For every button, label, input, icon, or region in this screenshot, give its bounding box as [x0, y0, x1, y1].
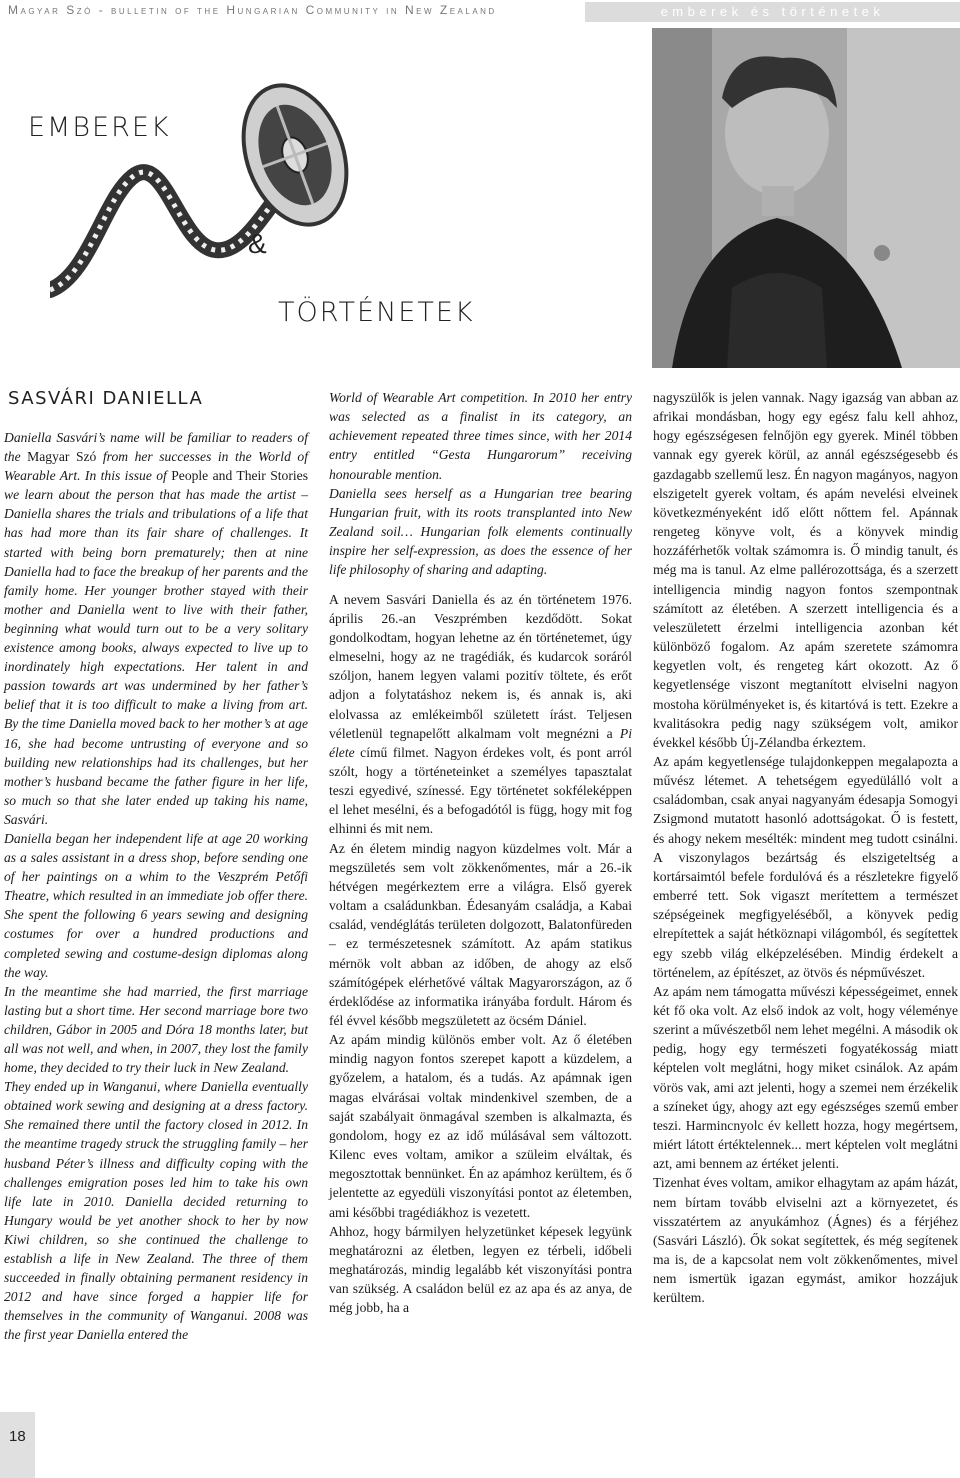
paragraph: Daniella sees herself as a Hungarian tree bearing Hungarian fruit, with its roots transplanted into New Zealand soil… Hungarian folk elements continually inspire her self-expression, as does the essence of her life philosophy of sharing and adapting. [329, 485, 632, 578]
paragraph [4, 428, 308, 829]
paragraph: They ended up in Wanganui, where Daniella eventually obtained work sewing and designing at a dress factory. She remained there until the factory closed in 2012. In the meantime tragedy struck the struggling family – her husband Péter’s illness and difficulty coping with the challenges emigration poses led him to take his own life late in 2010. Daniella decided returning to Hungary would be yet another shock to her by now Kiwi children, so she continued the challenge to establish a life in New Zealand. The three of them succeeded in finally obtaining permanent residency in 2012 and have since forged a happier life for themselves in the community of Wanganui. 2008 was the first year Daniella entered the [4, 1079, 308, 1343]
text-span: című filmet. Nagyon érdekes volt, és pont arról szólt, hogy a történeteinket a személyes tapasztalat teszi egyedivé, színessé. Egy történetet sokféleképpen el lehet mesélni, és a befogadótól is függ, hogy mit fog elhinni és mit nem. [329, 744, 632, 837]
paragraph: Ahhoz, hogy bármilyen helyzetünket képesek legyünk meghatározni az életben, legyen ez térbeli, időbeli meghatározás, mindig legalább két viszonyítási pontra van szükség. A családon belül ez az apa és az anya, de még jobb, ha a [329, 1223, 632, 1316]
film-title: Pi élete [329, 725, 632, 760]
paragraph: Az apám nem támogatta művészi képességeimet, ennek két fő oka volt. Az első indok az volt, hogy véleménye szerint a művészetből nem lehet megélni. A második ok pedig, hogy egy természeti fogyatékosság miatt képtelen volt meglátni, hogy miket csinálok. Az apám vörös vak, ami azt jelenti, hogy a szemei nem érzékelik a színeket úgy, ahogy azt egy egészséges szemű ember teszi. Harmincnyolc év kellett hozza, hogy megértsem, miért látott értéktelennek... mert képtelen volt meglátni azt, ami bennem az értéket jelenti. [653, 983, 958, 1172]
title-ampersand: & [248, 228, 269, 259]
paragraph: World of Wearable Art competition. In 2010 her entry was selected as a finalist in its category, an achievement repeated three times since, with her 2014 entry entitled “Gesta Hungarorum” receiving honourable mention. [329, 390, 632, 482]
paragraph: Az én életem mindig nagyon küzdelmes volt. Már a megszületés sem volt zökkenőmentes, már a 26.-ik hétvégen megérkeztem erre a világra. Első gyerek voltam a családunkban. Édesanyám családja, a Kabai család, vendéglátás területen dolgozott, Balatonfüreden – ez természetesnek számított. Az apám statikus mérnök volt abban az időben, de ahogy az első számítógépek elérhetővé váltak Magyarországon, az ő érdeklődése az informatika irányába fordult. Három és fél évvel később megszületett az öcsém Dániel. [329, 840, 632, 1028]
portrait-photo [652, 28, 960, 368]
paragraph: Daniella began her independent life at age 20 working as a sales assistant in a dress shop, before sending one of her paintings on a whim to the Veszprém Petőfi Theatre, which resulted in an immediate job offer there. She spent the following 6 years sewing and designing costumes for over a hundred productions and completed sewing and costume-design diplomas along the way. [4, 830, 308, 980]
article-subtitle: SASVÁRI DANIELLA [8, 388, 204, 409]
paragraph: Tizenhat éves voltam, amikor elhagytam az apám házát, nem bírtam tovább elviselni azt a környezetet, és visszatértem az anyukámhoz (Ágnes) és a férjéhez (Sasvári László). Ők sokat segítettek, és még segítenek ma is, de a kapcsolat nem volt zökkenőmentes, mivel nem ismertük igazan egymást, amikor hozzájuk kerültem. [653, 1175, 958, 1306]
text-span: Daniella Sasvári’s name will be familiar to readers of the [4, 430, 308, 465]
text-span: we learn about the person that has made the artist – Daniella shares the trials and tribulations of a life that has had more than its fair share of challenges. It started with being born prematurely; then at nine Daniella had to face the breakup of her parents and the family home. Her younger brother stayed with their mother and Daniella went to live with their father, beginning what would turn out to be a very solitary existence among books, always expected to live up to inordinately high expectations. Her talent in and passion towards art was undermined by her father’s belief that it is too difficult to make a living from art. By the time Daniella moved back to her mother’s at age 16, she had become untrusting of everyone and so building new relationships had its challenges, but her mother’s husband became the father figure in her life, so much so that she later ended up taking his name, Sasvári. [4, 487, 308, 827]
paragraph: In the meantime she had married, the first marriage lasting but a short time. Her second marriage bore two children, Gábor in 2005 and Dóra 18 months later, but all was not well, and when, in 2007, they lost the family home, they decided to try their luck in New Zealand. [4, 983, 308, 1076]
text-span: A nevem Sasvári Daniella és az én történetem 1976. április 26.-an Veszprémben kezdődött. Sokat gondolkodtam, hogyan lehetne az én történetemet, úgy elmeselni, hogy az ne tragédiák, és kudarcok soráról szóljon, hanem legyen valami pozitív töltete, és erőt adjon a folytatáshoz nekem is, és annak is, aki elolvassa az emlékeimből született írást. Teljesen véletlenül tegnapelőtt alkalmam volt megnézni a [329, 591, 632, 741]
column-1 [4, 428, 308, 1345]
paragraph [329, 590, 632, 839]
column-2 [329, 388, 632, 1318]
text-span: from her successes in the World of Wearable Art. In this issue of [4, 449, 308, 484]
series-name: People and Their Stories [171, 468, 308, 484]
title-emberek: EMBEREK [28, 112, 171, 143]
column-3 [653, 388, 958, 1308]
paragraph: Az apám mindig különös ember volt. Az ő életében mindig nagyon fontos szerepet kapott a küzdelem, a győzelem, a hatalom, és a tudás. Az apámnak igen magas elvárásai voltak mindenkivel szemben, de a saját szabályait önmagával szemben is alkalmazta, és gondolom, hogy ez az idő múlásával sem változott. Kilenc eves voltam, amikor a szüleim elváltak, és megosztottak bennünket. Én az apámhoz kerültem, és ő jelentette az egyedüli viszonyítási pontot az életemben, ami későbbi tragédiákhoz is vezetett. [329, 1032, 632, 1220]
bulletin-header: Magyar Szó - bulletin of the Hungarian Community in New Zealand [8, 3, 497, 17]
paragraph: nagyszülők is jelen vannak. Nagy igazság van abban az afrikai mondásban, hogy egy egész falu kell ahhoz, hogy egészségesen felnőjön egy gyerek. Minél többen vannak egy gyerek körül, az annál egészségesebb és gazdagabb szellemű lesz. Én nagyon magányos, nagyon elszigetelt gyerek voltam, és apám nevelési elveinek következményeként idő előtt nőttem fel. Apánnak rengeteg könyve volt, és a könyvek mindig hozzáférhetők voltak számomra is. Ő mindig tanult, és még ma is tanul. Az elme pallérozottsága, és a szerzett intelligencia mindig nagyon fontos szempontnak számított az életében. A szerzett intelligencia és a veleszületett érzelmi intelligencia azonban két különböző fogalom. Az apám szeretete számomra kegyetlen volt, és rengeteg kárt okozott. Az ő kegyetlensége viszont megtanított elviselni nagyon mostoha körülményeket is, és kitartóvá is tett. Ezekre a kvalitásokra pedig nagy szükségem volt, amikor évekkel később Új-Zélandba érkeztem. [653, 390, 959, 750]
publication-name: Magyar Szó [27, 449, 97, 465]
page-number: 18 [9, 1428, 26, 1445]
paragraph: Az apám kegyetlensége tulajdonkeppen megalapozta a művész létemet. A tehetségem egyedülálló volt a családomban, csak anyai nagyanyám édesapja Somogyi Zsigmond mutatott hasonló adottságokat. Ő is festett, és ahogy nekem mesélték: mindent meg tudott csinálni. A viszonylagos bezártság és elszigeteltség a kortársaimtól befele fordulóvá és a részletekre figyelő emberré tett. Sok vigaszt merítettem a természet szépségeinek megfigyeléséből, a könyvek pedig elrepítettek a saját hétköznapi világomból, és segítettek egy szebb világ elképzelésében. Mindig érdekelt a történelem, az építészet, az ötvös és népművészet. [653, 753, 958, 980]
title-tortenetek: TÖRTÉNETEK [278, 297, 475, 328]
section-header: emberek és történetek [585, 2, 960, 22]
film-reel-illustration [50, 75, 350, 315]
page-number-box [0, 1412, 35, 1478]
